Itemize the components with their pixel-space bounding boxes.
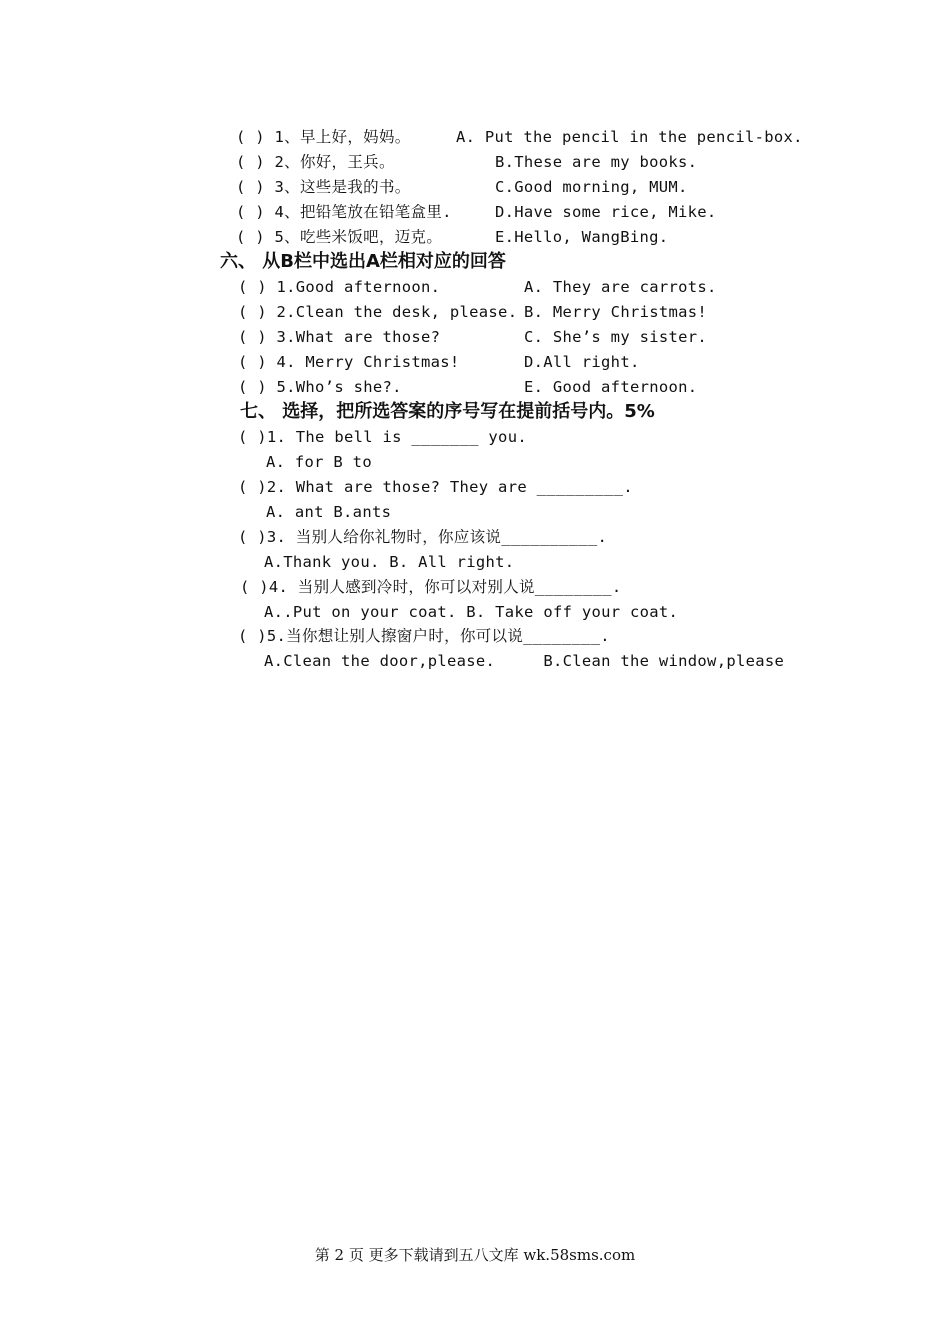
- s5-opt-e: E.Hello, WangBing.: [495, 228, 669, 246]
- section6-heading: 六、 从B栏中选出A栏相对应的回答: [220, 251, 506, 272]
- s6-opt-e: E. Good afternoon.: [524, 378, 698, 396]
- s5-opt-c: C.Good morning, MUM.: [495, 178, 688, 196]
- s7-q4: ( )4. 当别人感到冷时，你可以对别人说________.: [240, 578, 622, 596]
- s5-q5: ( ) 5、吃些米饭吧，迈克。: [236, 228, 443, 246]
- s7-q2-options: A. ant B.ants: [266, 503, 392, 521]
- s5-opt-b: B.These are my books.: [495, 153, 698, 171]
- s5-opt-a: A. Put the pencil in the pencil-box.: [456, 128, 803, 146]
- s6-q5: ( ) 5.Who’s she?.: [238, 378, 402, 396]
- s6-opt-b: B. Merry Christmas!: [524, 303, 708, 321]
- section7-heading: 七、 选择，把所选答案的序号写在提前括号内。5%: [240, 401, 655, 422]
- s5-opt-d: D.Have some rice, Mike.: [495, 203, 717, 221]
- s7-q5-options: A.Clean the door,please. B.Clean the window,please: [264, 652, 785, 670]
- s5-q1: ( ) 1、早上好，妈妈。: [236, 128, 411, 146]
- s5-q3: ( ) 3、这些是我的书。: [236, 178, 411, 196]
- s7-q2: ( )2. What are those? They are _________.: [238, 478, 633, 496]
- s6-q2: ( ) 2.Clean the desk, please.: [238, 303, 518, 321]
- s7-q3: ( )3. 当别人给你礼物时，你应该说__________.: [238, 528, 608, 546]
- s7-q3-options: A.Thank you. B. All right.: [264, 553, 515, 571]
- s6-opt-c: C. She’s my sister.: [524, 328, 708, 346]
- s7-q4-options: A..Put on your coat. B. Take off your coat.: [264, 603, 679, 621]
- s6-q3: ( ) 3.What are those?: [238, 328, 441, 346]
- s7-q1-options: A. for B to: [266, 453, 372, 471]
- s6-opt-d: D.All right.: [524, 353, 640, 371]
- s6-q4: ( ) 4. Merry Christmas!: [238, 353, 460, 371]
- s5-q4: ( ) 4、把铅笔放在铅笔盒里.: [236, 203, 452, 221]
- page-footer: 第 2 页 更多下载请到五八文库 wk.58sms.com: [314, 1246, 636, 1264]
- s5-q2: ( ) 2、你好，王兵。: [236, 153, 395, 171]
- s7-q5: ( )5.当你想让别人擦窗户时，你可以说________.: [238, 627, 610, 645]
- s6-q1: ( ) 1.Good afternoon.: [238, 278, 441, 296]
- s6-opt-a: A. They are carrots.: [524, 278, 717, 296]
- s7-q1: ( )1. The bell is _______ you.: [238, 428, 527, 446]
